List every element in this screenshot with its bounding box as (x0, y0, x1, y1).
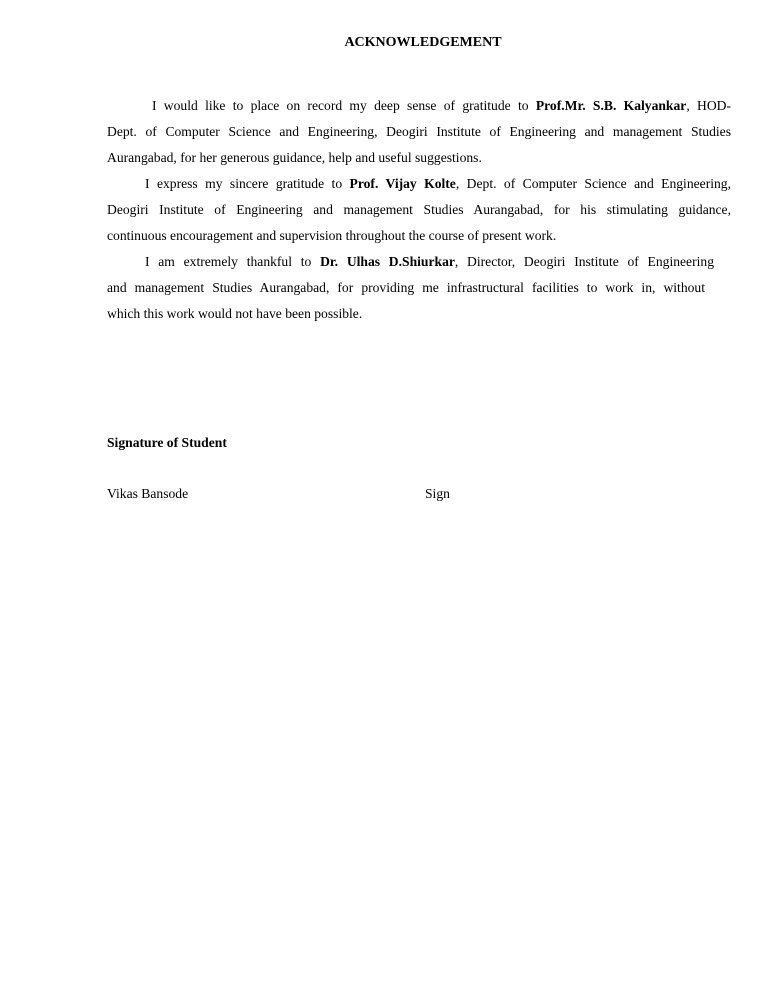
text-line: Aurangabad, for her generous guidance, help and useful suggestions. (107, 150, 482, 165)
text-line: Deogiri Institute of Engineering and management Studies Aurangabad, for his stimulating guidance, (107, 202, 731, 217)
text: , Dept. of Computer Science and Engineering, (455, 176, 731, 191)
name-bold: Prof.Mr. S.B. Kalyankar (535, 98, 687, 113)
text-line: which this work would not have been possible. (107, 306, 363, 321)
sign-label: Sign (425, 486, 450, 501)
name-bold: Dr. Ulhas D.Shiurkar (320, 254, 455, 269)
student-name: Vikas Bansode (107, 486, 189, 501)
page-title: ACKNOWLEDGEMENT (344, 35, 502, 50)
text-line (145, 253, 714, 271)
signature-heading: Signature of Student (107, 435, 227, 450)
text: I express my sincere gratitude to (145, 176, 350, 191)
text: I would like to place on record my deep sense of gratitude to (152, 98, 536, 113)
text-line: continuous encouragement and supervision throughout the course of present work. (107, 228, 557, 243)
name-bold: Prof. Vijay Kolte (349, 176, 456, 191)
text: , HOD- (686, 98, 731, 113)
text-line (145, 175, 731, 193)
text-line (152, 97, 731, 115)
text-line: and management Studies Aurangabad, for providing me infrastructural facilities to work in, without (107, 280, 705, 295)
text: , Director, Deogiri Institute of Engineering (454, 254, 714, 269)
text-line: Dept. of Computer Science and Engineering, Deogiri Institute of Engineering and management Studies (107, 124, 731, 139)
text: I am extremely thankful to (145, 254, 321, 269)
